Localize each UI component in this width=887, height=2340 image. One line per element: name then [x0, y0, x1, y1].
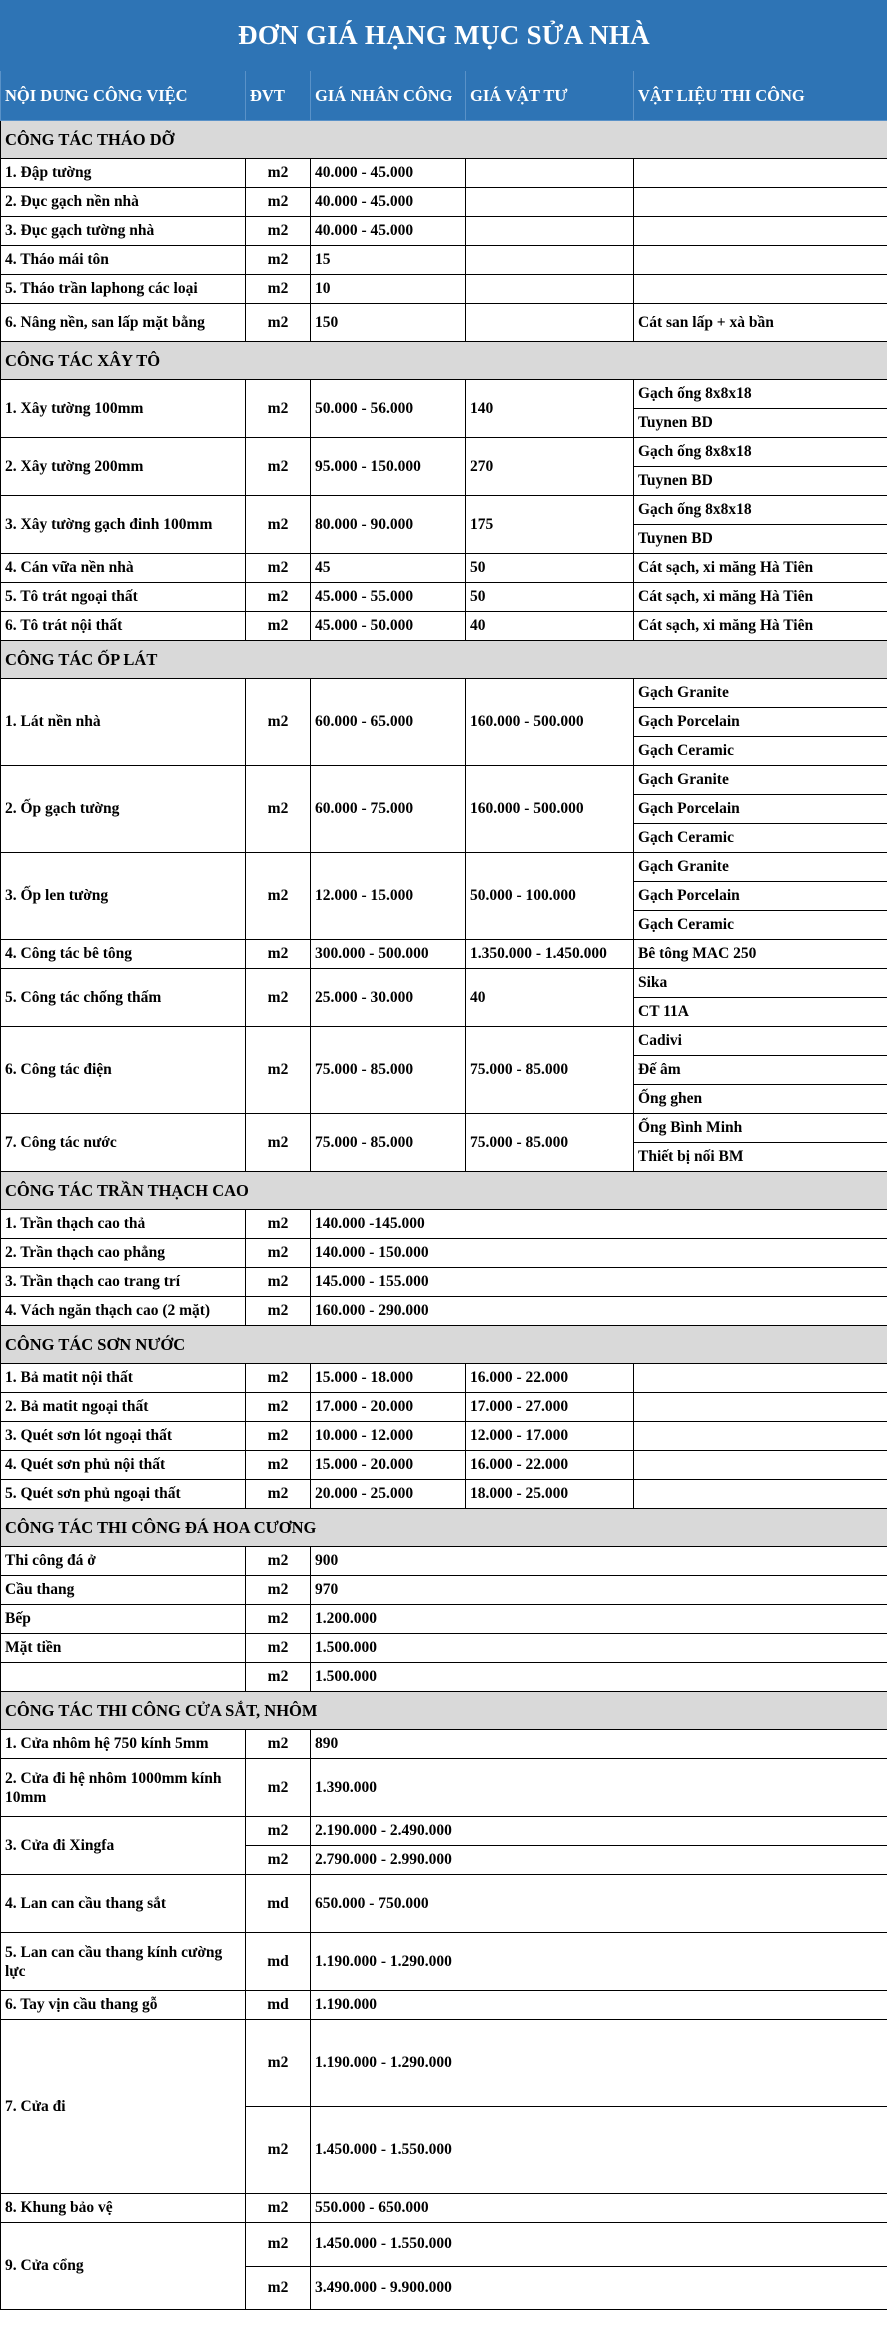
- task-cell: 7. Công tác nước: [1, 1114, 246, 1172]
- task-cell: 2. Bả matit ngoại thất: [1, 1393, 246, 1422]
- unit-cell: m2: [246, 583, 311, 612]
- task-cell: 6. Tô trát nội thất: [1, 612, 246, 641]
- unit-cell: m2: [246, 612, 311, 641]
- labor-price-cell: 150: [311, 304, 466, 342]
- labor-price-cell: 12.000 - 15.000: [311, 853, 466, 940]
- unit-cell: m2: [246, 438, 311, 496]
- material-name-cell: CT 11A: [634, 998, 887, 1027]
- table-row: [1, 1663, 887, 1692]
- unit-cell: m2: [246, 940, 311, 969]
- labor-price-cell: 25.000 - 30.000: [311, 969, 466, 1027]
- material-name-cell: Gạch Porcelain: [634, 882, 887, 911]
- material-name-cell: Đế âm: [634, 1056, 887, 1085]
- table-row: [1, 940, 887, 969]
- table-row: [1, 766, 887, 795]
- material-price-cell: 40: [466, 612, 634, 641]
- section-title: CÔNG TÁC TRẦN THẠCH CAO: [1, 1172, 887, 1210]
- section-row: [1, 1326, 887, 1364]
- task-cell: 5. Công tác chống thấm: [1, 969, 246, 1027]
- table-row: [1, 1605, 887, 1634]
- task-cell: 6. Nâng nền, san lấp mặt bằng: [1, 304, 246, 342]
- unit-cell: m2: [246, 1297, 311, 1326]
- labor-price-cell: 15.000 - 18.000: [311, 1364, 466, 1393]
- unit-cell: m2: [246, 1364, 311, 1393]
- material-name-cell: Gạch ống 8x8x18: [634, 496, 887, 525]
- table-row: [1, 1393, 887, 1422]
- material-name-cell: Ống Bình Minh: [634, 1114, 887, 1143]
- header-unit: ĐVT: [246, 71, 311, 121]
- material-name-cell: [634, 159, 887, 188]
- page-title: ĐƠN GIÁ HẠNG MỤC SỬA NHÀ: [1, 1, 887, 71]
- labor-price-cell: 1.500.000: [311, 1634, 887, 1663]
- unit-cell: m2: [246, 1210, 311, 1239]
- labor-price-cell: 40.000 - 45.000: [311, 188, 466, 217]
- task-cell: 9. Cửa cổng: [1, 2223, 246, 2310]
- table-row: [1, 1547, 887, 1576]
- table-row: [1, 1114, 887, 1143]
- unit-cell: m2: [246, 679, 311, 766]
- labor-price-cell: 20.000 - 25.000: [311, 1480, 466, 1509]
- task-cell: 6. Tay vịn cầu thang gỗ: [1, 1991, 246, 2020]
- labor-price-cell: 1.390.000: [311, 1759, 887, 1817]
- material-name-cell: Gạch Ceramic: [634, 824, 887, 853]
- table-row: [1, 159, 887, 188]
- unit-cell: m2: [246, 2266, 311, 2310]
- labor-price-cell: 140.000 -145.000: [311, 1210, 887, 1239]
- labor-price-cell: 3.490.000 - 9.900.000: [311, 2266, 887, 2310]
- section-title: CÔNG TÁC THÁO DỠ: [1, 121, 887, 159]
- task-cell: 2. Trần thạch cao phẳng: [1, 1239, 246, 1268]
- task-cell: 4. Tháo mái tôn: [1, 246, 246, 275]
- material-name-cell: Gạch ống 8x8x18: [634, 380, 887, 409]
- material-price-cell: 175: [466, 496, 634, 554]
- task-cell: [1, 1663, 246, 1692]
- task-cell: 2. Cửa đi hệ nhôm 1000mm kính 10mm: [1, 1759, 246, 1817]
- table-row: [1, 217, 887, 246]
- material-name-cell: Cát sạch, xi măng Hà Tiên: [634, 583, 887, 612]
- material-price-cell: 16.000 - 22.000: [466, 1451, 634, 1480]
- table-row: [1, 304, 887, 342]
- task-cell: 5. Quét sơn phủ ngoại thất: [1, 1480, 246, 1509]
- unit-cell: m2: [246, 1730, 311, 1759]
- task-cell: 1. Cửa nhôm hệ 750 kính 5mm: [1, 1730, 246, 1759]
- unit-cell: m2: [246, 1817, 311, 1846]
- section-row: [1, 1509, 887, 1547]
- material-name-cell: [634, 275, 887, 304]
- table-row: [1, 583, 887, 612]
- section-title: CÔNG TÁC THI CÔNG CỬA SẮT, NHÔM: [1, 1692, 887, 1730]
- material-price-cell: 75.000 - 85.000: [466, 1027, 634, 1114]
- material-name-cell: Cát sạch, xi măng Hà Tiên: [634, 554, 887, 583]
- labor-price-cell: 145.000 - 155.000: [311, 1268, 887, 1297]
- labor-price-cell: 550.000 - 650.000: [311, 2194, 887, 2223]
- material-price-cell: [466, 304, 634, 342]
- unit-cell: m2: [246, 380, 311, 438]
- material-name-cell: Gạch Granite: [634, 853, 887, 882]
- unit-cell: m2: [246, 969, 311, 1027]
- table-row: [1, 2020, 887, 2107]
- material-price-cell: 270: [466, 438, 634, 496]
- material-name-cell: Ống ghen: [634, 1085, 887, 1114]
- unit-cell: m2: [246, 275, 311, 304]
- task-cell: Mặt tiền: [1, 1634, 246, 1663]
- unit-cell: m2: [246, 246, 311, 275]
- table-row: [1, 1817, 887, 1846]
- labor-price-cell: 1.200.000: [311, 1605, 887, 1634]
- material-name-cell: Gạch Porcelain: [634, 795, 887, 824]
- header-labor-price: GIÁ NHÂN CÔNG: [311, 71, 466, 121]
- unit-cell: m2: [246, 1422, 311, 1451]
- labor-price-cell: 17.000 - 20.000: [311, 1393, 466, 1422]
- material-name-cell: Gạch Granite: [634, 766, 887, 795]
- task-cell: 5. Tô trát ngoại thất: [1, 583, 246, 612]
- unit-cell: m2: [246, 1027, 311, 1114]
- labor-price-cell: 15.000 - 20.000: [311, 1451, 466, 1480]
- material-name-cell: [634, 188, 887, 217]
- material-name-cell: Cát san lấp + xà bần: [634, 304, 887, 342]
- labor-price-cell: 650.000 - 750.000: [311, 1875, 887, 1933]
- section-title: CÔNG TÁC ỐP LÁT: [1, 641, 887, 679]
- task-cell: 2. Ốp gạch tường: [1, 766, 246, 853]
- labor-price-cell: 890: [311, 1730, 887, 1759]
- material-price-cell: [466, 188, 634, 217]
- material-price-cell: [466, 246, 634, 275]
- unit-cell: md: [246, 1933, 311, 1991]
- material-name-cell: Sika: [634, 969, 887, 998]
- material-price-cell: 18.000 - 25.000: [466, 1480, 634, 1509]
- table-row: [1, 1027, 887, 1056]
- unit-cell: m2: [246, 1759, 311, 1817]
- labor-price-cell: 1.190.000 - 1.290.000: [311, 2020, 887, 2107]
- material-price-cell: 75.000 - 85.000: [466, 1114, 634, 1172]
- unit-cell: m2: [246, 1605, 311, 1634]
- material-price-cell: 40: [466, 969, 634, 1027]
- material-price-cell: 50: [466, 554, 634, 583]
- material-price-cell: 50.000 - 100.000: [466, 853, 634, 940]
- unit-cell: m2: [246, 1451, 311, 1480]
- labor-price-cell: 970: [311, 1576, 887, 1605]
- section-row: [1, 121, 887, 159]
- table-row: [1, 2223, 887, 2267]
- labor-price-cell: 1.190.000: [311, 1991, 887, 2020]
- table-row: [1, 1364, 887, 1393]
- labor-price-cell: 10.000 - 12.000: [311, 1422, 466, 1451]
- section-row: [1, 342, 887, 380]
- task-cell: 2. Đục gạch nền nhà: [1, 188, 246, 217]
- labor-price-cell: 10: [311, 275, 466, 304]
- unit-cell: m2: [246, 188, 311, 217]
- labor-price-cell: 300.000 - 500.000: [311, 940, 466, 969]
- table-row: [1, 380, 887, 409]
- task-cell: 4. Quét sơn phủ nội thất: [1, 1451, 246, 1480]
- table-row: [1, 1991, 887, 2020]
- task-cell: 5. Tháo trần laphong các loại: [1, 275, 246, 304]
- task-cell: 1. Lát nền nhà: [1, 679, 246, 766]
- labor-price-cell: 80.000 - 90.000: [311, 496, 466, 554]
- material-name-cell: Cát sạch, xi măng Hà Tiên: [634, 612, 887, 641]
- labor-price-cell: 1.190.000 - 1.290.000: [311, 1933, 887, 1991]
- material-name-cell: [634, 1422, 887, 1451]
- task-cell: Cầu thang: [1, 1576, 246, 1605]
- unit-cell: m2: [246, 1480, 311, 1509]
- task-cell: 1. Đập tường: [1, 159, 246, 188]
- table-row: [1, 1730, 887, 1759]
- task-cell: 4. Công tác bê tông: [1, 940, 246, 969]
- table-row: [1, 246, 887, 275]
- table-row: [1, 1759, 887, 1817]
- labor-price-cell: 45.000 - 50.000: [311, 612, 466, 641]
- material-price-cell: 1.350.000 - 1.450.000: [466, 940, 634, 969]
- labor-price-cell: 1.450.000 - 1.550.000: [311, 2107, 887, 2194]
- task-cell: 3. Đục gạch tường nhà: [1, 217, 246, 246]
- material-price-cell: 160.000 - 500.000: [466, 766, 634, 853]
- section-row: [1, 641, 887, 679]
- labor-price-cell: 1.450.000 - 1.550.000: [311, 2223, 887, 2267]
- labor-price-cell: 140.000 - 150.000: [311, 1239, 887, 1268]
- material-name-cell: Tuynen BD: [634, 525, 887, 554]
- material-name-cell: Tuynen BD: [634, 467, 887, 496]
- table-row: [1, 2194, 887, 2223]
- labor-price-cell: 60.000 - 65.000: [311, 679, 466, 766]
- section-row: [1, 1172, 887, 1210]
- task-cell: 4. Lan can cầu thang sắt: [1, 1875, 246, 1933]
- labor-price-cell: 160.000 - 290.000: [311, 1297, 887, 1326]
- labor-price-cell: 45.000 - 55.000: [311, 583, 466, 612]
- unit-cell: m2: [246, 1239, 311, 1268]
- labor-price-cell: 40.000 - 45.000: [311, 159, 466, 188]
- table-row: [1, 1634, 887, 1663]
- unit-cell: m2: [246, 2194, 311, 2223]
- unit-cell: m2: [246, 217, 311, 246]
- material-name-cell: Tuynen BD: [634, 409, 887, 438]
- unit-cell: m2: [246, 554, 311, 583]
- material-price-cell: 12.000 - 17.000: [466, 1422, 634, 1451]
- unit-cell: m2: [246, 2223, 311, 2267]
- unit-cell: m2: [246, 1634, 311, 1663]
- section-title: CÔNG TÁC THI CÔNG ĐÁ HOA CƯƠNG: [1, 1509, 887, 1547]
- labor-price-cell: 1.500.000: [311, 1663, 887, 1692]
- labor-price-cell: 50.000 - 56.000: [311, 380, 466, 438]
- material-name-cell: Gạch Porcelain: [634, 708, 887, 737]
- material-price-cell: 140: [466, 380, 634, 438]
- task-cell: 3. Ốp len tường: [1, 853, 246, 940]
- material-name-cell: [634, 1451, 887, 1480]
- material-name-cell: [634, 1480, 887, 1509]
- material-name-cell: [634, 1364, 887, 1393]
- material-name-cell: Gạch Ceramic: [634, 911, 887, 940]
- task-cell: Thi công đá ở: [1, 1547, 246, 1576]
- unit-cell: m2: [246, 1547, 311, 1576]
- material-price-cell: 17.000 - 27.000: [466, 1393, 634, 1422]
- material-name-cell: Gạch Ceramic: [634, 737, 887, 766]
- unit-cell: m2: [246, 496, 311, 554]
- table-row: [1, 438, 887, 467]
- labor-price-cell: 75.000 - 85.000: [311, 1027, 466, 1114]
- unit-cell: m2: [246, 2107, 311, 2194]
- task-cell: 6. Công tác điện: [1, 1027, 246, 1114]
- table-row: [1, 1422, 887, 1451]
- header-task: NỘI DUNG CÔNG VIỆC: [1, 71, 246, 121]
- unit-cell: m2: [246, 1114, 311, 1172]
- task-cell: 3. Quét sơn lót ngoại thất: [1, 1422, 246, 1451]
- unit-cell: m2: [246, 304, 311, 342]
- table-row: [1, 554, 887, 583]
- labor-price-cell: 15: [311, 246, 466, 275]
- task-cell: Bếp: [1, 1605, 246, 1634]
- table-row: [1, 275, 887, 304]
- unit-cell: m2: [246, 1393, 311, 1422]
- material-name-cell: [634, 1393, 887, 1422]
- table-row: [1, 1933, 887, 1991]
- section-title: CÔNG TÁC XÂY TÔ: [1, 342, 887, 380]
- header-materials: VẬT LIỆU THI CÔNG: [634, 71, 887, 121]
- material-price-cell: 16.000 - 22.000: [466, 1364, 634, 1393]
- unit-cell: m2: [246, 159, 311, 188]
- header-material-price: GIÁ VẬT TƯ: [466, 71, 634, 121]
- task-cell: 8. Khung bảo vệ: [1, 2194, 246, 2223]
- labor-price-cell: 2.790.000 - 2.990.000: [311, 1846, 887, 1875]
- task-cell: 7. Cửa đi: [1, 2020, 246, 2194]
- unit-cell: m2: [246, 1576, 311, 1605]
- unit-cell: md: [246, 1875, 311, 1933]
- material-name-cell: Gạch Granite: [634, 679, 887, 708]
- task-cell: 3. Xây tường gạch đinh 100mm: [1, 496, 246, 554]
- labor-price-cell: 900: [311, 1547, 887, 1576]
- unit-cell: md: [246, 1991, 311, 2020]
- task-cell: 3. Cửa đi Xingfa: [1, 1817, 246, 1875]
- table-row: [1, 188, 887, 217]
- labor-price-cell: 45: [311, 554, 466, 583]
- material-name-cell: Bê tông MAC 250: [634, 940, 887, 969]
- table-row: [1, 853, 887, 882]
- section-title: CÔNG TÁC SƠN NƯỚC: [1, 1326, 887, 1364]
- unit-cell: m2: [246, 1268, 311, 1297]
- price-table-body: [1, 121, 887, 2310]
- task-cell: 1. Xây tường 100mm: [1, 380, 246, 438]
- unit-cell: m2: [246, 2020, 311, 2107]
- table-row: [1, 1210, 887, 1239]
- table-row: [1, 1875, 887, 1933]
- material-price-cell: [466, 159, 634, 188]
- unit-cell: m2: [246, 766, 311, 853]
- task-cell: 3. Trần thạch cao trang trí: [1, 1268, 246, 1297]
- material-name-cell: [634, 217, 887, 246]
- labor-price-cell: 40.000 - 45.000: [311, 217, 466, 246]
- section-row: [1, 1692, 887, 1730]
- task-cell: 4. Cán vữa nền nhà: [1, 554, 246, 583]
- labor-price-cell: 60.000 - 75.000: [311, 766, 466, 853]
- unit-cell: m2: [246, 853, 311, 940]
- material-price-cell: [466, 275, 634, 304]
- task-cell: 2. Xây tường 200mm: [1, 438, 246, 496]
- material-name-cell: Thiết bị nối BM: [634, 1143, 887, 1172]
- table-row: [1, 679, 887, 708]
- task-cell: 4. Vách ngăn thạch cao (2 mặt): [1, 1297, 246, 1326]
- table-row: [1, 1576, 887, 1605]
- table-row: [1, 1268, 887, 1297]
- table-row: [1, 496, 887, 525]
- table-row: [1, 1239, 887, 1268]
- labor-price-cell: 95.000 - 150.000: [311, 438, 466, 496]
- table-row: [1, 969, 887, 998]
- material-price-cell: 50: [466, 583, 634, 612]
- table-row: [1, 1451, 887, 1480]
- task-cell: 1. Trần thạch cao thả: [1, 1210, 246, 1239]
- unit-cell: m2: [246, 1846, 311, 1875]
- task-cell: 1. Bả matit nội thất: [1, 1364, 246, 1393]
- task-cell: 5. Lan can cầu thang kính cường lực: [1, 1933, 246, 1991]
- labor-price-cell: 2.190.000 - 2.490.000: [311, 1817, 887, 1846]
- table-row: [1, 1480, 887, 1509]
- material-name-cell: Cadivi: [634, 1027, 887, 1056]
- material-price-cell: [466, 217, 634, 246]
- table-row: [1, 1297, 887, 1326]
- material-name-cell: [634, 246, 887, 275]
- unit-cell: m2: [246, 1663, 311, 1692]
- table-row: [1, 612, 887, 641]
- labor-price-cell: 75.000 - 85.000: [311, 1114, 466, 1172]
- material-price-cell: 160.000 - 500.000: [466, 679, 634, 766]
- material-name-cell: Gạch ống 8x8x18: [634, 438, 887, 467]
